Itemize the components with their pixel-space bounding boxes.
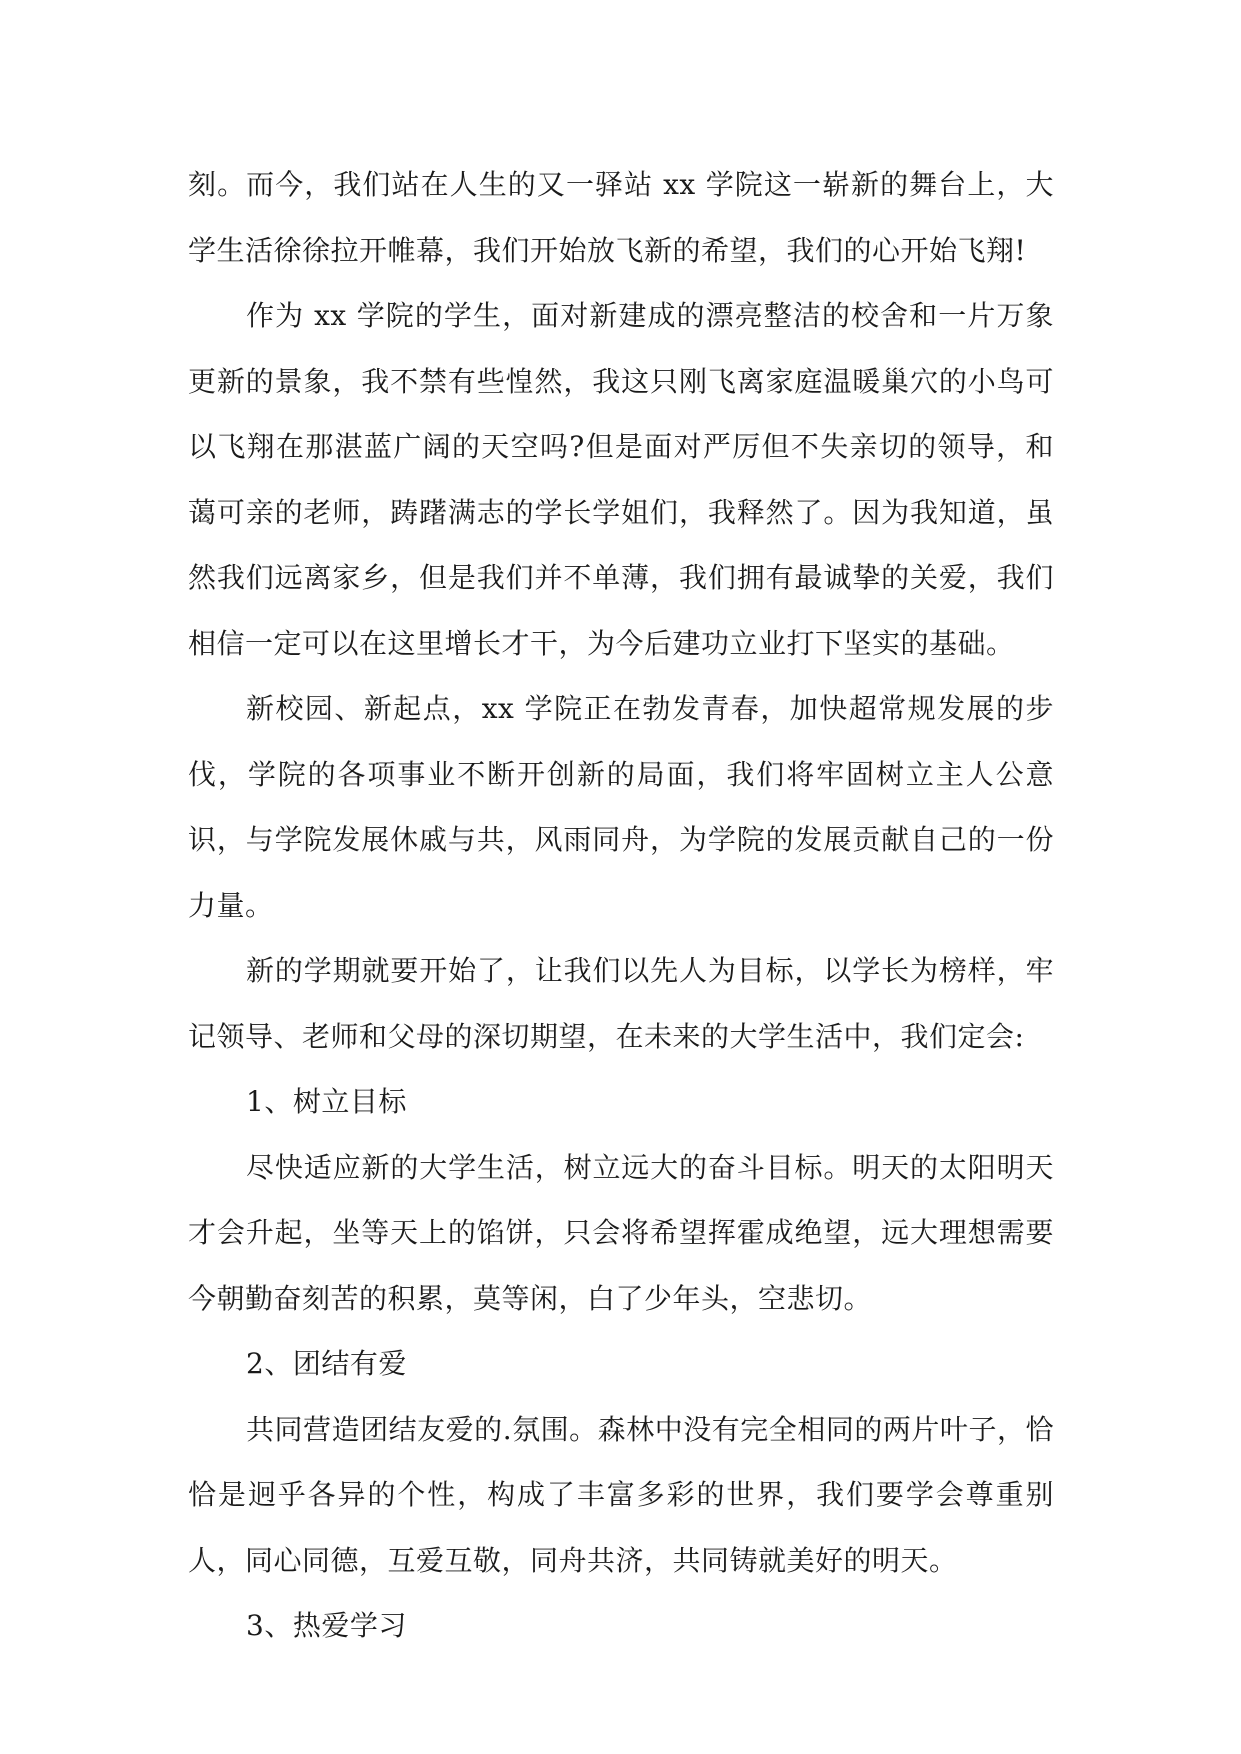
paragraph-goals: 尽快适应新的大学生活，树立远大的奋斗目标。明天的太阳明天才会升起，坐等天上的馅饼，只会将希望挥霍成绝望，远大理想需要今朝勤奋刻苦的积累，莫等闲，白了少年头，空悲切。 [188, 1150, 1054, 1315]
document-body [188, 152, 1054, 1659]
section-heading-goals: 1、树立目标 [246, 1085, 407, 1118]
paragraph-unity: 共同营造团结友爱的.氛围。森林中没有完全相同的两片叶子，恰恰是迥乎各异的个性，构成了丰富多彩的世界，我们要学会尊重别人，同心同德，互爱互敬，同舟共济，共同铸就美好的明天。 [188, 1412, 1054, 1577]
paragraph-new-semester: 新的学期就要开始了，让我们以先人为目标，以学长为榜样，牢记领导、老师和父母的深切期望，在未来的大学生活中，我们定会: [188, 954, 1054, 1053]
paragraph-continuation: 刻。而今，我们站在人生的又一驿站 xx 学院这一崭新的舞台上，大学生活徐徐拉开帷幕，我们开始放飞新的希望，我们的心开始飞翔! [188, 168, 1054, 267]
paragraph-campus-impression: 作为 xx 学院的学生，面对新建成的漂亮整洁的校舍和一片万象更新的景象，我不禁有些惶然，我这只刚飞离家庭温暖巢穴的小鸟可以飞翔在那湛蓝广阔的天空吗?但是面对严厉但不失亲切的领导，和蔼可亲的老师，踌躇满志的学长学姐们，我释然了。因为我知道，虽然我们远离家乡，但是我们并不单薄，我们拥有最诚挚的关爱，我们相信一定可以在这里增长才干，为今后建功立业打下坚实的基础。 [188, 299, 1054, 660]
section-heading-study: 3、热爱学习 [246, 1609, 407, 1642]
paragraph-new-campus: 新校园、新起点，xx 学院正在勃发青春，加快超常规发展的步伐，学院的各项事业不断开创新的局面，我们将牢固树立主人公意识，与学院发展休戚与共，风雨同舟，为学院的发展贡献自己的一份力量。 [188, 692, 1054, 922]
section-heading-unity: 2、团结有爱 [246, 1347, 407, 1380]
